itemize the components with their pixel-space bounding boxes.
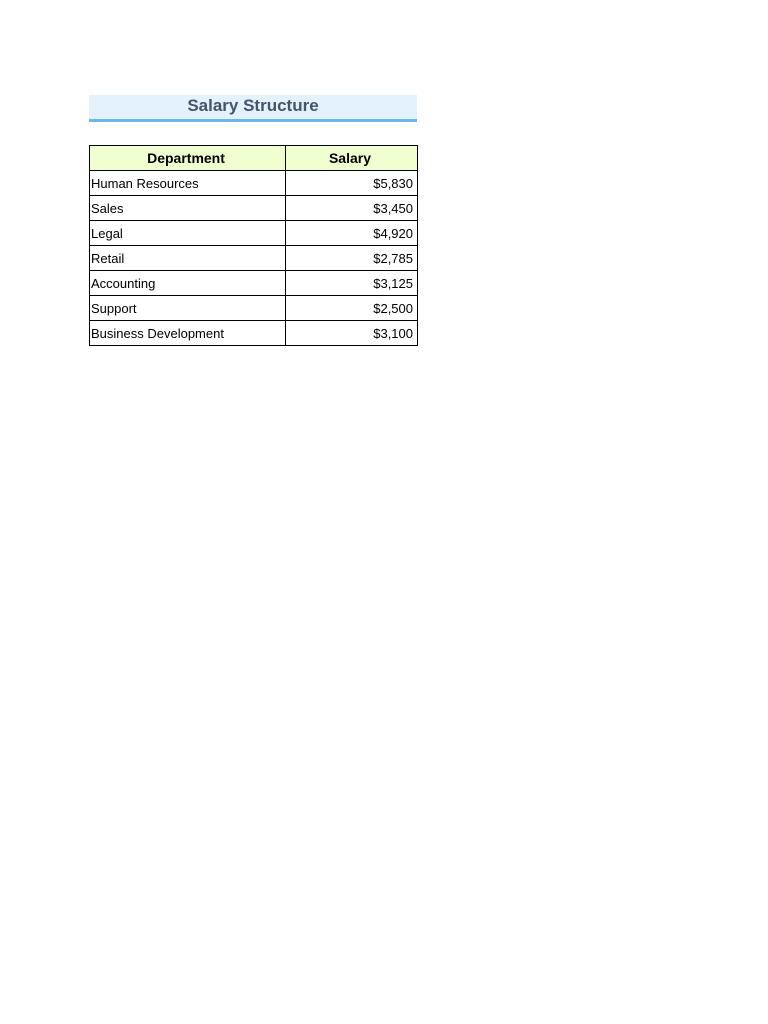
department-cell[interactable]: Business Development	[90, 321, 286, 346]
spreadsheet-area	[89, 95, 417, 346]
sheet-title: Salary Structure	[89, 95, 417, 122]
salary-cell[interactable]: $2,500	[286, 296, 418, 321]
salary-cell[interactable]: $3,450	[286, 196, 418, 221]
department-cell[interactable]: Accounting	[90, 271, 286, 296]
salary-cell[interactable]: $3,125	[286, 271, 418, 296]
table-row	[90, 221, 418, 246]
table-row	[90, 171, 418, 196]
table-header-row	[90, 146, 418, 171]
salary-table	[89, 145, 418, 346]
department-cell[interactable]: Human Resources	[90, 171, 286, 196]
column-header-salary[interactable]: Salary	[286, 146, 418, 171]
department-cell[interactable]: Retail	[90, 246, 286, 271]
salary-cell[interactable]: $3,100	[286, 321, 418, 346]
table-row	[90, 196, 418, 221]
department-cell[interactable]: Legal	[90, 221, 286, 246]
column-header-department[interactable]: Department	[90, 146, 286, 171]
salary-cell[interactable]: $4,920	[286, 221, 418, 246]
table-row	[90, 296, 418, 321]
department-cell[interactable]: Sales	[90, 196, 286, 221]
salary-cell[interactable]: $2,785	[286, 246, 418, 271]
department-cell[interactable]: Support	[90, 296, 286, 321]
salary-cell[interactable]: $5,830	[286, 171, 418, 196]
table-row	[90, 321, 418, 346]
table-row	[90, 246, 418, 271]
table-row	[90, 271, 418, 296]
